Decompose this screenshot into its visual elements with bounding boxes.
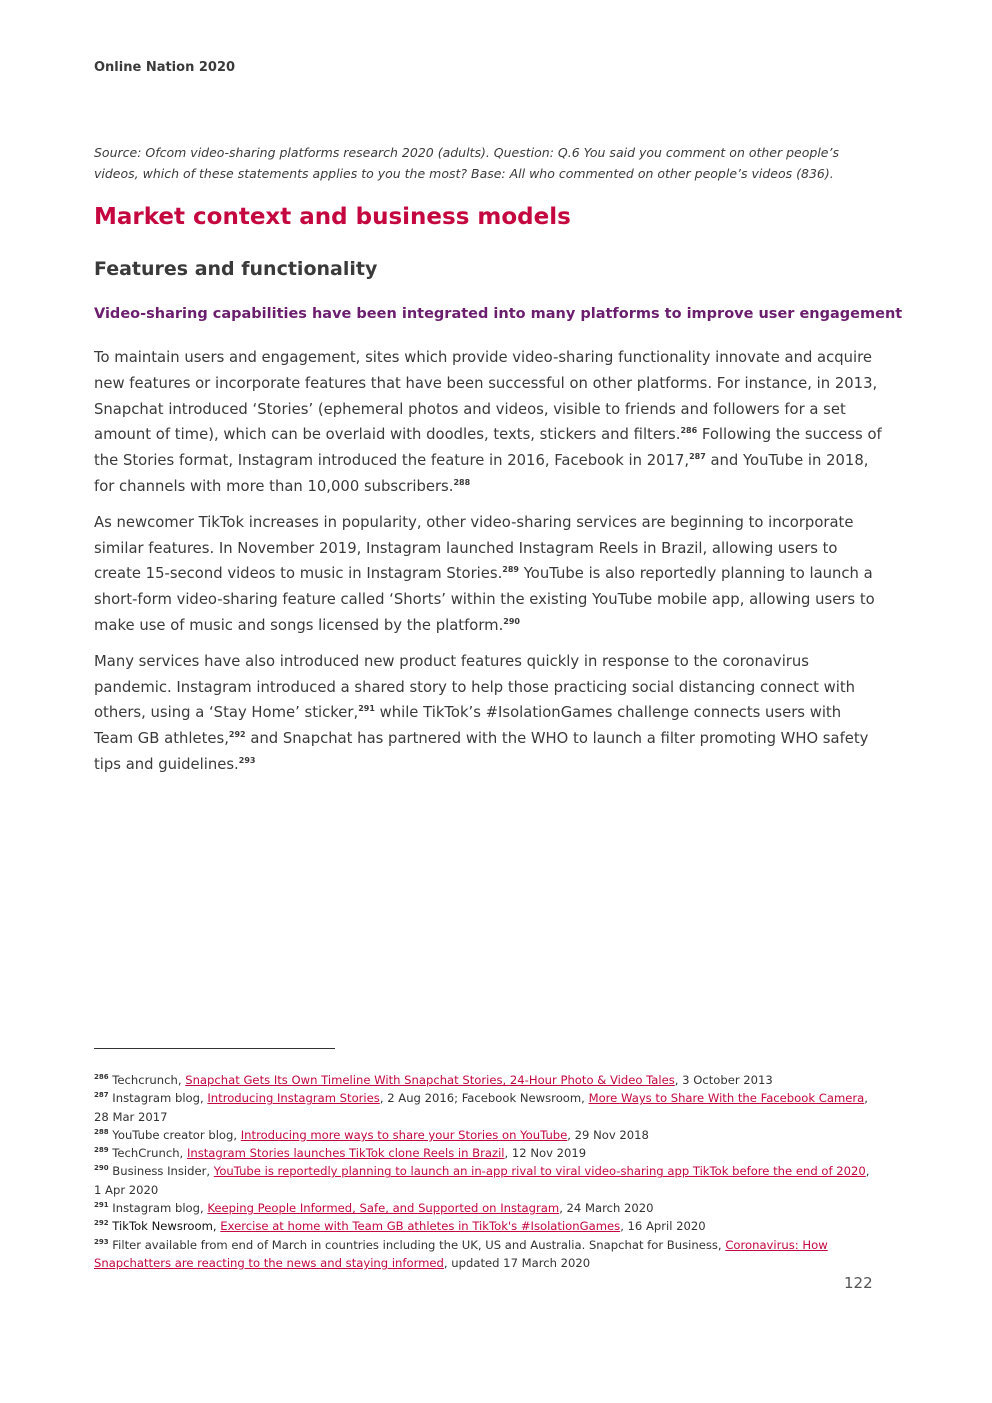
paragraph-1 bbox=[94, 345, 884, 500]
footnote-number: 287 bbox=[94, 1091, 109, 1100]
paragraph-text: Many services have also introduced new product features quickly in response to the coronavirus pandemic. Instagram introduced a shared story to help those practicing social distancing connect with others, using a ‘Stay Home’ sticker, bbox=[94, 652, 856, 722]
section-title: Market context and business models bbox=[94, 204, 571, 230]
footnote-link[interactable]: More Ways to Share With the Facebook Camera bbox=[588, 1091, 865, 1106]
footnote-text: , 28 Mar 2017 bbox=[94, 1091, 868, 1124]
section-subtitle: Features and functionality bbox=[94, 258, 378, 280]
footnote-ref[interactable]: 288 bbox=[453, 477, 471, 487]
paragraph-text: and YouTube in 2018, for channels with more than 10,000 subscribers. bbox=[94, 452, 869, 495]
paragraph-2 bbox=[94, 510, 884, 639]
footnote-text: , 12 Nov 2019 bbox=[504, 1146, 587, 1161]
footnote-293 bbox=[94, 1236, 879, 1273]
page-header-title: Online Nation 2020 bbox=[94, 60, 236, 75]
footnote-link[interactable]: Introducing Instagram Stories bbox=[207, 1091, 380, 1106]
footnote-link[interactable]: Instagram Stories launches TikTok clone Reels in Brazil bbox=[186, 1146, 505, 1161]
footnote-text: , 16 April 2020 bbox=[620, 1219, 706, 1234]
footnote-number: 289 bbox=[94, 1146, 109, 1155]
footnote-number: 288 bbox=[94, 1127, 109, 1136]
footnote-290 bbox=[94, 1162, 879, 1199]
footnote-text: TechCrunch, bbox=[108, 1146, 187, 1161]
paragraph-text: and Snapchat has partnered with the WHO to launch a filter promoting WHO safety tips and guidelines. bbox=[94, 730, 869, 773]
footnote-ref[interactable]: 289 bbox=[502, 565, 519, 575]
paragraph-text: Following the success of the Stories format, Instagram introduced the feature in 2016, Facebook in 2017, bbox=[94, 426, 882, 470]
footnote-text: , 2 Aug 2016; Facebook Newsroom, bbox=[379, 1091, 589, 1106]
footnote-text: YouTube creator blog, bbox=[108, 1127, 241, 1142]
footnote-divider bbox=[94, 1048, 335, 1049]
footnote-link[interactable]: YouTube is reportedly planning to launch an in-app rival to viral video-sharing app TikTok before the end of 2020 bbox=[213, 1164, 866, 1179]
footnote-text: Business Insider, bbox=[108, 1164, 214, 1179]
section-subheading: Video-sharing capabilities have been integrated into many platforms to improve user engagement bbox=[94, 306, 903, 322]
footnote-287 bbox=[94, 1089, 879, 1126]
footnote-291 bbox=[94, 1199, 879, 1217]
chart-source-note: Source: Ofcom video-sharing platforms research 2020 (adults). Question: Q.6 You said you comment on other people’s videos, which of these statements applies to you the most? Base: All who commented on other people’s videos (836). bbox=[94, 145, 839, 181]
footnote-text: Techcrunch, bbox=[108, 1073, 186, 1087]
body-text bbox=[94, 345, 884, 788]
footnote-number: 293 bbox=[94, 1237, 109, 1246]
footnote-link[interactable]: Introducing more ways to share your Stories on YouTube bbox=[240, 1127, 568, 1142]
paragraph-text: YouTube is also reportedly planning to launch a short-form video-sharing feature called ‘Shorts’ within the existing YouTube mobile app, allowing users to make use of music and songs licensed by the platform. bbox=[94, 565, 875, 634]
footnote-ref[interactable]: 292 bbox=[228, 730, 246, 740]
paragraph-text: As newcomer TikTok increases in popularity, other video-sharing services are beginning to incorporate similar features. In November 2019, Instagram launched Instagram Reels in Brazil, allowing users to create 15-second videos to music in Instagram Stories. bbox=[94, 513, 854, 583]
footnote-ref[interactable]: 286 bbox=[680, 426, 698, 436]
footnote-288 bbox=[94, 1126, 879, 1144]
paragraph-text: while TikTok’s #IsolationGames challenge connects users with Team GB athletes, bbox=[94, 704, 842, 748]
footnote-link[interactable]: Exercise at home with Team GB athletes in TikTok's #IsolationGames bbox=[220, 1219, 621, 1234]
footnote-link[interactable]: Snapchat Gets Its Own Timeline With Snapchat Stories, 24-Hour Photo & Video Tales bbox=[185, 1073, 675, 1087]
footnote-ref[interactable]: 287 bbox=[689, 452, 706, 462]
footnote-text: , updated 17 March 2020 bbox=[443, 1255, 591, 1270]
footnote-number: 286 bbox=[94, 1073, 109, 1081]
footnote-text: , 1 Apr 2020 bbox=[94, 1164, 870, 1197]
footnote-289 bbox=[94, 1144, 879, 1162]
footnote-text: Instagram blog, bbox=[108, 1201, 208, 1216]
footnote-text: , 29 Nov 2018 bbox=[567, 1127, 649, 1142]
paragraph-text: To maintain users and engagement, sites which provide video-sharing functionality innovate and acquire new features or incorporate features that have been successful on other platforms. For instance, in 2013, Snapchat introduced ‘Stories’ (ephemeral photos and videos, visible to friends and followers for a set amount of time), which can be overlaid with doodles, texts, stickers and filters. bbox=[94, 349, 878, 444]
footnote-text: Filter available from end of March in countries including the UK, US and Australia. Snapchat for Business, bbox=[108, 1237, 726, 1252]
footnote-number: 292 bbox=[94, 1219, 109, 1228]
footnote-number: 290 bbox=[94, 1164, 109, 1173]
footnote-ref[interactable]: 293 bbox=[238, 755, 256, 765]
footnote-text: TikTok Newsroom, bbox=[108, 1219, 221, 1234]
footnote-292 bbox=[94, 1217, 879, 1235]
footnote-ref[interactable]: 290 bbox=[503, 616, 520, 626]
footnote-286 bbox=[94, 1071, 879, 1089]
footnote-text: Instagram blog, bbox=[108, 1091, 208, 1106]
paragraph-3 bbox=[94, 649, 884, 778]
footnote-ref[interactable]: 291 bbox=[358, 704, 375, 714]
footnote-link[interactable]: Coronavirus: How Snapchatters are reacting to the news and staying informed bbox=[94, 1237, 828, 1270]
footnote-number: 291 bbox=[94, 1201, 109, 1210]
footnote-text: , 24 March 2020 bbox=[559, 1201, 654, 1216]
footnotes bbox=[94, 1071, 879, 1272]
footnote-text: , 3 October 2013 bbox=[674, 1073, 773, 1087]
footnote-link[interactable]: Keeping People Informed, Safe, and Supported on Instagram bbox=[207, 1201, 560, 1216]
page-number: 122 bbox=[844, 1274, 873, 1292]
